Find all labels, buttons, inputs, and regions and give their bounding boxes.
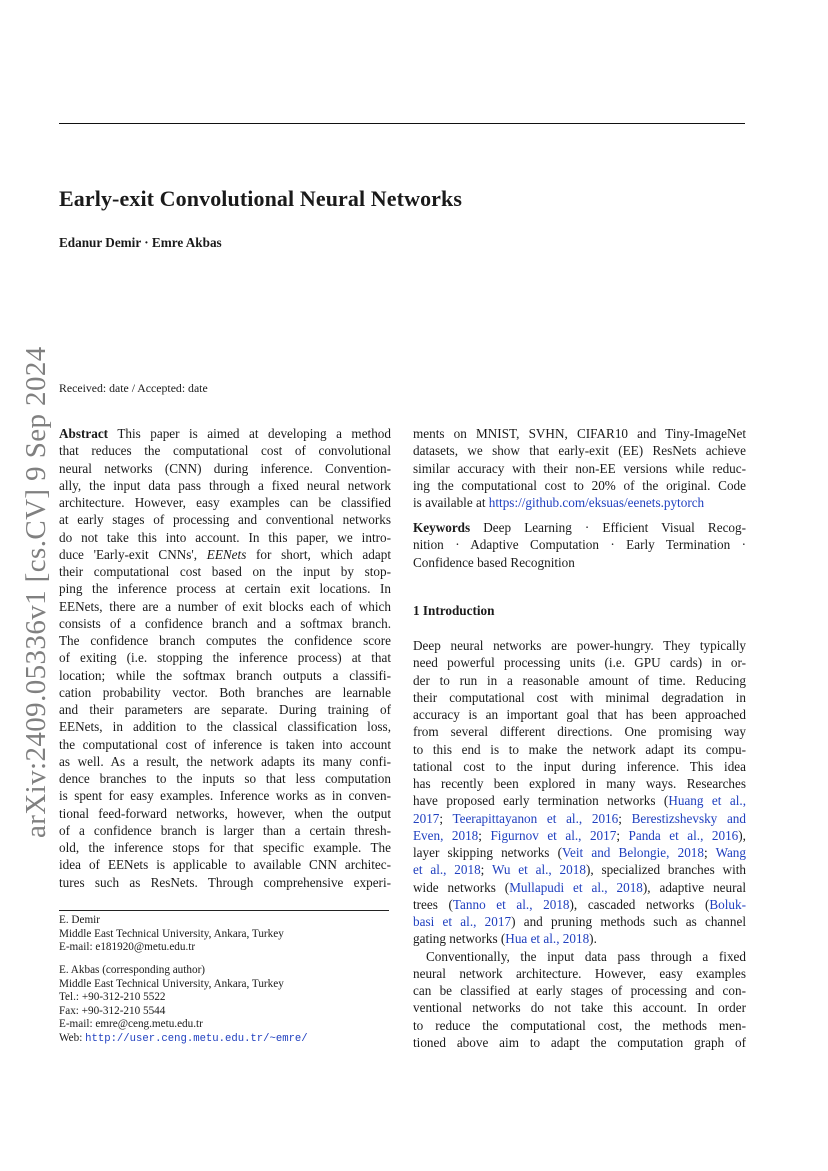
citation-link[interactable]: et al., 2018 bbox=[413, 862, 481, 878]
author-list: Edanur Demir · Emre Akbas bbox=[59, 235, 222, 250]
citation-link[interactable]: Veit and Belongie, 2018 bbox=[561, 845, 704, 860]
footnote-rule bbox=[59, 910, 389, 911]
citation-link[interactable]: Huang et al., bbox=[668, 793, 746, 809]
footnote-line: E. Demir bbox=[59, 914, 101, 926]
code-repository-link[interactable]: https://github.com/eksuas/eenets.pytorch bbox=[488, 495, 705, 510]
intro-line: can be classified at early stages of processing and con- bbox=[413, 983, 746, 998]
intro-line: 2017; Teerapittayanon et al., 2016; Berestizshevsky and bbox=[413, 810, 746, 826]
intro-line: layer skipping networks (Veit and Belongie, 2018; Wang bbox=[413, 845, 746, 860]
author-webpage-link[interactable]: http://user.ceng.metu.edu.tr/~emre/ bbox=[85, 1032, 308, 1045]
abstract-line: architecture. However, easy examples can be classified bbox=[59, 495, 391, 510]
keywords-label: Keywords bbox=[413, 520, 471, 535]
abstract-line: duce 'Early-exit CNNs', EENets for short, which adapt bbox=[59, 546, 391, 562]
abstract-line: is spent for easy examples. Inference works as in conven- bbox=[59, 788, 391, 804]
top-rule bbox=[59, 123, 745, 124]
intro-line: ventional networks do not take this account. In order bbox=[413, 1000, 746, 1016]
eenets-term: EENets bbox=[206, 546, 247, 562]
author-affiliation-akbas bbox=[59, 964, 389, 1047]
keywords-line: Confidence based Recognition bbox=[413, 554, 575, 570]
intro-line: neural network architecture. However, easy examples bbox=[413, 965, 746, 981]
abstract-line: and their parameters are separate. During training of bbox=[59, 702, 391, 717]
footnote-line: Web: http://user.ceng.metu.edu.tr/~emre/ bbox=[59, 1031, 308, 1045]
intro-line: accuracy is an important goal that has been approached bbox=[413, 707, 746, 722]
abstract-line: similar accuracy with their non-EE versions while reduc- bbox=[413, 460, 746, 476]
abstract-label: Abstract bbox=[59, 426, 109, 441]
citation-link[interactable]: Mullapudi et al., 2018 bbox=[509, 879, 643, 895]
abstract-line: datasets, we show that early-exit (EE) ResNets achieve bbox=[413, 443, 746, 459]
intro-line: have proposed early termination networks (Huang et al., bbox=[413, 793, 746, 809]
abstract-line: neural networks (CNN) during inference. Convention- bbox=[59, 460, 391, 476]
abstract-continued bbox=[413, 425, 746, 511]
section-heading-introduction: 1 Introduction bbox=[413, 603, 495, 618]
intro-line: trees (Tanno et al., 2018), cascaded networks (Boluk- bbox=[413, 896, 746, 912]
footnote-line: E-mail: emre@ceng.metu.edu.tr bbox=[59, 1018, 203, 1031]
abstract-line: EENets, there are a number of exit blocks each of which bbox=[59, 598, 391, 614]
abstract-line: ping the inference process at certain exit locations. In bbox=[59, 581, 391, 597]
abstract-line: EENets, in addition to the classical classification loss, bbox=[59, 719, 391, 735]
intro-line: tioned above aim to adapt the computation graph of bbox=[413, 1034, 746, 1050]
abstract-line: location; while the softmax branch outputs a classifi- bbox=[59, 667, 391, 683]
paper-title: Early-exit Convolutional Neural Networks bbox=[59, 186, 463, 211]
abstract-line: at early stages of processing and conventional networks bbox=[59, 512, 391, 528]
intro-line: Even, 2018; Figurnov et al., 2017; Panda et al., 2016), bbox=[413, 827, 746, 843]
keywords-line: Keywords Deep Learning · Efficient Visual Recog- bbox=[413, 520, 746, 535]
intro-line: et al., 2018; Wu et al., 2018), specialized branches with bbox=[413, 862, 746, 878]
citation-link[interactable]: Berestizshevsky and bbox=[631, 810, 746, 826]
intro-line: gating networks (Hua et al., 2018). bbox=[413, 931, 597, 947]
keywords bbox=[413, 519, 746, 571]
citation-link[interactable]: Wu et al., 2018 bbox=[491, 862, 586, 878]
citation-link[interactable]: basi et al., 2017 bbox=[413, 914, 512, 929]
intro-line: tational cost to the input during inference. This idea bbox=[413, 758, 746, 774]
abstract-line: as well. As a result, the network adapts its many confi- bbox=[59, 753, 391, 769]
abstract-line: is available at https://github.com/eksuas/eenets.pytorch bbox=[413, 495, 705, 510]
citation-link[interactable]: Boluk- bbox=[709, 896, 746, 912]
abstract-line: their computational cost based on the input by stop- bbox=[59, 564, 391, 579]
footnote-line: Middle East Technical University, Ankara, Turkey bbox=[59, 927, 284, 940]
arxiv-identifier-watermark: arXiv:2409.05336v1 [cs.CV] 9 Sep 2024 bbox=[20, 346, 52, 838]
intro-line: wide networks (Mullapudi et al., 2018), adaptive neural bbox=[413, 879, 747, 895]
footnote-line: Tel.: +90-312-210 5522 bbox=[59, 991, 166, 1004]
abstract-line: ments on MNIST, SVHN, CIFAR10 and Tiny-ImageNet bbox=[413, 426, 746, 441]
intro-line: to reduce the computational cost, the methods men- bbox=[413, 1017, 746, 1033]
abstract-line: Abstract This paper is aimed at developing a method bbox=[59, 426, 391, 441]
footnote-line: Fax: +90-312-210 5544 bbox=[59, 1004, 166, 1017]
abstract-line: of exiting (i.e. stopping the inference process) at that bbox=[59, 650, 391, 666]
intro-line: to this end is to make the network adapt its compu- bbox=[413, 741, 746, 757]
abstract-line: dence branches to the inputs so that less computation bbox=[59, 771, 391, 786]
abstract-line: old, the inference stops for that specific example. The bbox=[59, 840, 391, 855]
citation-link[interactable]: Hua et al., 2018 bbox=[505, 931, 590, 947]
keywords-line: nition · Adaptive Computation · Early Termination · bbox=[413, 537, 746, 553]
citation-link[interactable]: Wang bbox=[715, 845, 746, 860]
citation-link[interactable]: 2017 bbox=[413, 810, 440, 826]
abstract-line: tional feed-forward networks, however, when the output bbox=[59, 805, 391, 821]
abstract-line: idea of EENets is applicable to available CNN architec- bbox=[59, 857, 391, 873]
citation-link[interactable]: Teerapittayanon et al., 2016 bbox=[452, 810, 619, 826]
abstract-line: the computational cost of inference is taken into account bbox=[59, 736, 391, 752]
intro-line: has recently been explored in many ways. Researches bbox=[413, 776, 746, 791]
intro-line: der to run in a reasonable amount of time. Reducing bbox=[413, 672, 746, 688]
abstract-line: consists of a confidence branch and a softmax branch. bbox=[59, 615, 391, 631]
footnote-line: Middle East Technical University, Ankara, Turkey bbox=[59, 977, 284, 990]
introduction-body bbox=[413, 637, 746, 1051]
intro-line: need powerful processing units (i.e. GPU cards) in or- bbox=[413, 655, 746, 671]
footnote-line: E-mail: e181920@metu.edu.tr bbox=[59, 941, 196, 954]
abstract-line: The confidence branch computes the confidence score bbox=[59, 633, 391, 648]
citation-link[interactable]: Tanno et al., 2018 bbox=[452, 896, 570, 912]
abstract-line: ally, the input data pass through a fixed neural network bbox=[59, 477, 391, 493]
received-date: Received: date / Accepted: date bbox=[59, 381, 208, 395]
intro-line: Conventionally, the input data pass through a fixed bbox=[426, 948, 746, 964]
intro-line: from several different directions. One promising way bbox=[413, 724, 746, 740]
abstract-line: tures such as ResNets. Through comprehensive experi- bbox=[59, 874, 391, 890]
citation-link[interactable]: Even, 2018 bbox=[413, 827, 479, 843]
abstract-line: that reduces the computational cost of convolutional bbox=[59, 443, 391, 459]
abstract-line: cation probability vector. Both branches are learnable bbox=[59, 684, 391, 700]
citation-link[interactable]: Figurnov et al., 2017 bbox=[490, 827, 617, 843]
abstract-line: of a confidence branch is larger than a certain thresh- bbox=[59, 822, 391, 838]
intro-line: basi et al., 2017) and pruning methods such as channel bbox=[413, 914, 746, 929]
abstract-line: ing the computational cost to 20% of the original. Code bbox=[413, 477, 746, 493]
abstract-line: do not take this into account. In this paper, we intro- bbox=[59, 529, 391, 545]
abstract bbox=[59, 425, 391, 891]
citation-link[interactable]: Panda et al., 2016 bbox=[628, 827, 739, 843]
intro-line: Deep neural networks are power-hungry. They typically bbox=[413, 638, 746, 653]
footnote-line: E. Akbas (corresponding author) bbox=[59, 964, 206, 976]
author-affiliation-demir bbox=[59, 914, 389, 955]
intro-line: their computational cost with minimal degradation in bbox=[413, 689, 746, 705]
